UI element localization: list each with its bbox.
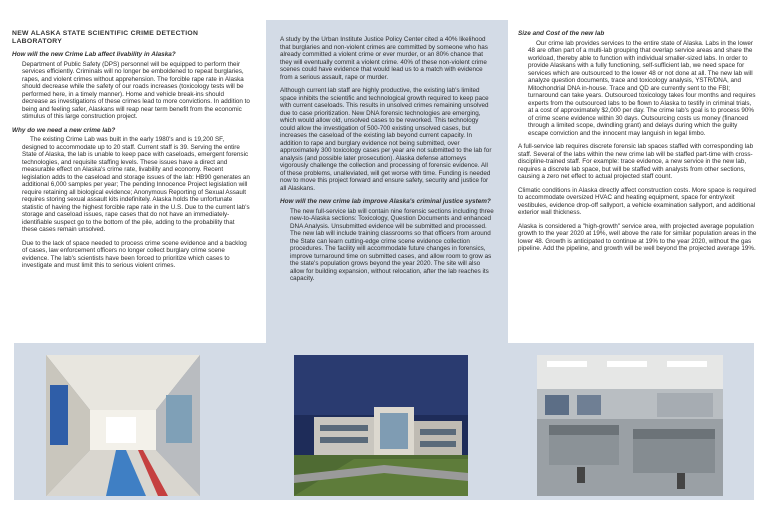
lab-interior-rendering-image (537, 355, 723, 496)
heading-size-cost: Size and Cost of the new lab (518, 30, 605, 37)
column-left (12, 30, 250, 276)
paragraph-full-service: The new full-service lab will contain nine forensic sections including three new-to-Alaska sections: Toxicology, Question Documents and enhanced DNA Analysis. Unsubmitted evidence will be submitted and processed. The new lab will include training classrooms so that officers from around the State can learn cutting-edge crime scene evidence collection procedures. The facility will accommodate future changes in forensics, improve turnaround time on submitted cases, and allow room to grow as the state's population grows beyond the year 2020. The site will also allow for building expansion, without relocation, after the lab reaches its capacity. (290, 207, 494, 282)
building-exterior-rendering-image (294, 355, 468, 496)
column-middle (266, 20, 508, 343)
corridor-rendering-image (46, 355, 200, 496)
paragraph-urban-institute: A study by the Urban Institute Justice Policy Center cited a 40% likelihood that burglaries and non-violent crimes are committed by someone who has already committed a violent crime or ever murder, or an 80% chance that they will eventually commit a violent crime. 40% of these non-violent crime scenes could have evidence that would lead us to a match with evidence from a serious assault, rape or murder. (280, 36, 488, 81)
heading-improve-justice: How will the new crime lab improve Alaska's criminal justice system? (280, 198, 491, 205)
paragraph-lack-of-space: Due to the lack of space needed to process crime scene evidence and a backlog of cases, law enforcement officers no longer collect burglary crime scene evidence. The lab's scientists have been forced to prioritize which cases to investigate and must limit this to serious violent crimes. (22, 239, 247, 269)
paragraph-need: The existing Crime Lab was built in the early 1980's and is 19,200 SF, designed to accommodate up to 20 staff. Current staff is 39. Serving the entire State of Alaska, the lab is unable to keep pace with caseloads, emergent forensic technologies, and requisite staffing levels. These issues have a direct and measurable effect on Alaska's crime rate, livability and economy. Recent legislation adds to the caseload and storage issues of the lab: HB90 generates an additional 6,000 samples per year; The pending Innocence Project legislation will require retaining all biological evidence; Anonymous Reporting of Sexual Assault requires storing sexual assault kits indefinitely. Alaska holds the unfortunate statistic of having the highest forcible rape rate in the U.S. Due to the current lab's storage and caseload issues, rape cases that do not have an immediately-identifiable suspect go to the bottom of the pile, adding to the probability that these cases remain unsolved. (22, 136, 250, 233)
heading-livability: How will the new Crime Lab affect livability in Alaska? (12, 51, 176, 58)
paragraph-services: Our crime lab provides services to the entire state of Alaska. Labs in the lower 48 are often part of a multi-lab grouping that overlap service areas and share the workload, thereby able to function with individual smaller-sized labs. In order to provide Alaskans with a fully functioning, self-sufficient lab, we need space for services which are outsourced to the lower 48 or not done at all. The new lab will analyze question documents, trace and toxicology analysis, YSTR/DNA, and Mitochondrial DNA in-house. Trace and QD are currently sent to the FBI; turnaround can take years. Outsourced toxicology takes four months and requires experts from the outsourced labs to be flown to Alaska to testify in criminal trials, at a cost of approximately $2,000 per day. The crime lab's goal is to process 90% of crime scene evidence within 30 days. Outsourcing costs us money (financed through a limited scope, dwindling grant) and delays during which the guilty escape conviction and the innocent may languish in legal limbo. (528, 39, 756, 137)
paragraph-livability: Department of Public Safety (DPS) personnel will be equipped to perform their services efficiently. Criminals will no longer be emboldened to repeat burglaries, rapes, and violent crimes without apprehension. The forcible rape rate in Alaska should decrease while the safety of our roads increases (toxicology tests will be performed here, in a timely manner). Home and vehicle break-ins should decrease as investigations of these crimes lead to more convictions. In addition to being and feeling safer, Alaskans will reap near term benefit from the economic stimulus of this large construction project. (22, 60, 250, 120)
paragraph-growth: Alaska is considered a "high-growth" service area, with projected average population growth to the year 2020 at 19%, well above the rate for similar population areas in the lower 48. Growth is anticipated to continue at 19% to the year 2020, without the gas pipeline. Add the pipeline, and growth will be well beyond the projected average 19%. (518, 222, 757, 252)
paragraph-staff-productivity: Although current lab staff are highly productive, the existing lab's limited space inhibits the scientific and technological growth required to keep pace with current caseloads. This results in unsolved crimes remaining unsolved due to case prioritization. New DNA forensic technologies are emerging, which would allow old, unsolved cases to be reworked. This technology could allow the investigation of 500-700 existing unsolved cases, but increases the caseload of the existing lab beyond current capacity. In addition to rape and burglary evidence not being submitted, over approximately 300 toxicology cases per year are not submitted to the lab for analysis (and possible later prosecution). Alaska defense attorneys vigorously challenge the collection and processing of forensic evidence. All of these problems, unalleviated, will get worse with time. Funding is needed now to move this project forward and ensure safety, security and justice for all Alaskans. (280, 87, 492, 192)
column-right (518, 30, 758, 259)
heading-need: Why do we need a new crime lab? (12, 126, 116, 134)
document-title: NEW ALASKA STATE SCIENTIFIC CRIME DETECTION LABORATORY (12, 30, 199, 45)
paragraph-full-service-lab: A full-service lab requires discrete forensic lab spaces staffed with corresponding lab staff. Several of the labs within the new crime lab will be staffed part-time with cross-discipline-trained staff. For example: trace evidence, a new service in the new lab, requires a discrete lab space, but will be staffed with analysts from other sections, causing a zero net effect to actual projected staff count. (518, 143, 754, 180)
paragraph-climate: Climatic conditions in Alaska directly affect construction costs. More space is required to accommodate oversized HVAC and heating equipment, space for entry/exit vestibules, evidence drop-off sallyport, a vehicle examination sallyport, and additional exterior wall thickness. (518, 186, 756, 216)
